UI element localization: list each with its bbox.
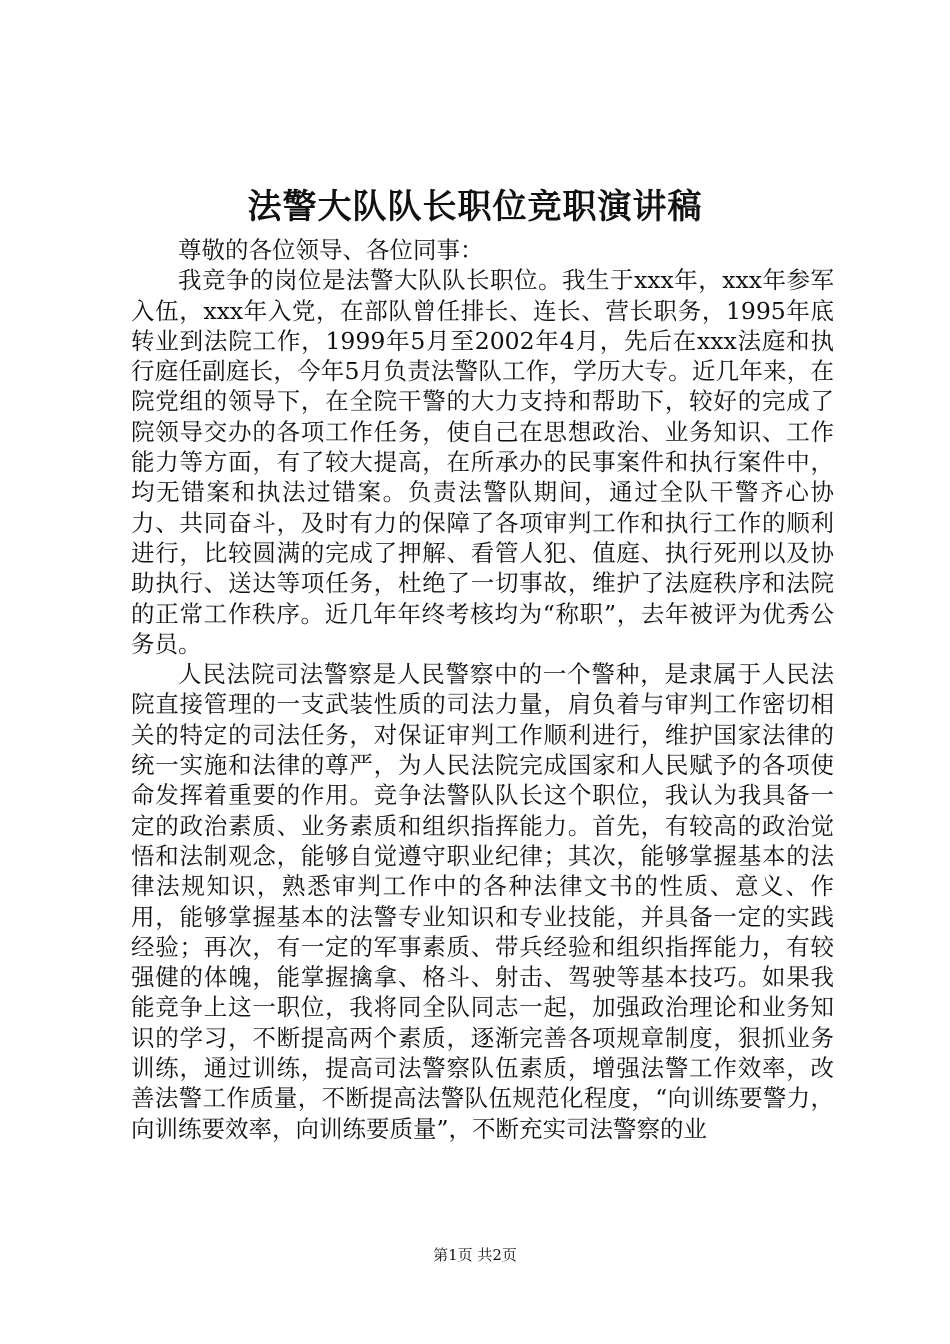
- document-body: [131, 235, 834, 1144]
- page-footer: 第1页 共2页: [433, 1246, 517, 1264]
- paragraph-1: 我竞争的岗位是法警大队队长职位。我生于xxx年，xxx年参军入伍，xxx年入党，在部队曾任排长、连长、营长职务，1995年底转业到法院工作，1999年5月至2002年4月，先后在xxx法庭和执行庭任副庭长，今年5月负责法警队工作，学历大专。近几年来，在院党组的领导下，在全院干警的大力支持和帮助下，较好的完成了院领导交办的各项工作任务，使自己在思想政治、业务知识、工作能力等方面，有了较大提高，在所承办的民事案件和执行案件中，均无错案和执法过错案。负责法警队期间，通过全队干警齐心协力、共同奋斗，及时有力的保障了各项审判工作和执行工作的顺利进行，比较圆满的完成了押解、看管人犯、值庭、执行死刑以及协助执行、送达等项任务，杜绝了一切事故，维护了法庭秩序和法院的正常工作秩序。近几年年终考核均为“称职”，去年被评为优秀公务员。: [131, 266, 834, 658]
- salutation: 尊敬的各位领导、各位同事：: [178, 236, 484, 264]
- paragraph-2: 人民法院司法警察是人民警察中的一个警种，是隶属于人民法院直接管理的一支武装性质的司法力量，肩负着与审判工作密切相关的特定的司法任务，对保证审判工作顺利进行，维护国家法律的统一实施和法律的尊严，为人民法院完成国家和人民赋予的各项使命发挥着重要的作用。竞争法警队队长这个职位，我认为我具备一定的政治素质、业务素质和组织指挥能力。首先，有较高的政治觉悟和法制观念，能够自觉遵守职业纪律；其次，能够掌握基本的法律法规知识，熟悉审判工作中的各种法律文书的性质、意义、作用，能够掌握基本的法警专业知识和专业技能，并具备一定的实践经验；再次，有一定的军事素质、带兵经验和组织指挥能力，有较强健的体魄，能掌握擒拿、格斗、射击、驾驶等基本技巧。如果我能竞争上这一职位，我将同全队同志一起，加强政治理论和业务知识的学习，不断提高两个素质，逐渐完善各项规章制度，狠抓业务训练，通过训练，提高司法警察队伍素质，增强法警工作效率，改善法警工作质量，不断提高法警队伍规范化程度，“向训练要警力，向训练要效率，向训练要质量”，不断充实司法警察的业: [131, 660, 834, 1143]
- document-title: 法警大队队长职位竞职演讲稿: [247, 187, 703, 227]
